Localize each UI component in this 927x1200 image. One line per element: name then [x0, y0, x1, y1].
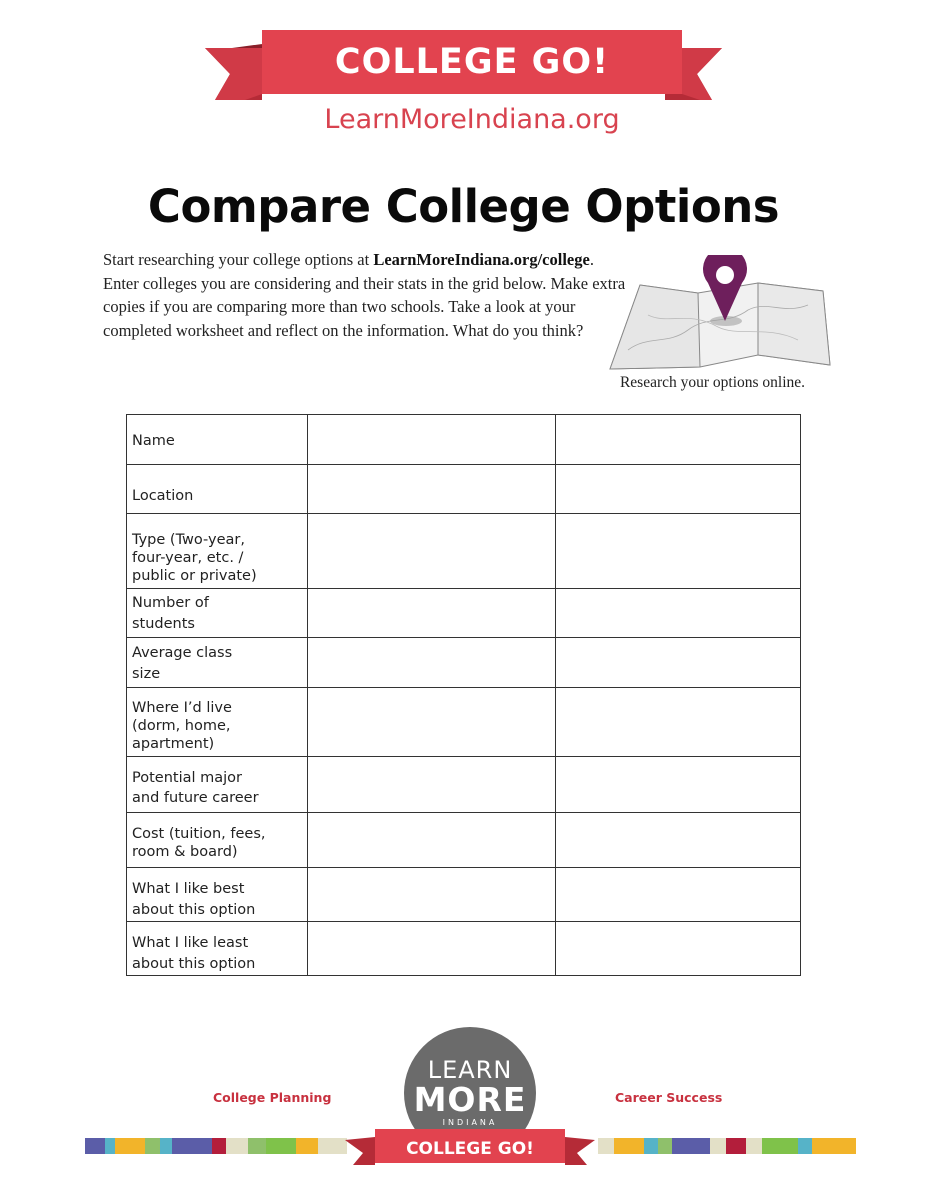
grid-row-class-size: [126, 637, 801, 688]
college-b-cell[interactable]: [555, 414, 801, 465]
college-b-cell[interactable]: [555, 687, 801, 757]
college-b-cell[interactable]: [555, 464, 801, 514]
college-b-cell[interactable]: [555, 513, 801, 589]
logo-college-go-text: COLLEGE GO!: [406, 1139, 534, 1159]
page-title: Compare College Options: [147, 180, 780, 233]
college-b-cell[interactable]: [555, 812, 801, 868]
grid-row-name: [126, 414, 801, 465]
college-b-cell[interactable]: [555, 756, 801, 813]
college-a-cell[interactable]: [307, 867, 556, 922]
grid-row-like-best: [126, 867, 801, 922]
row-label-cell: [126, 513, 308, 589]
intro-lead: Start researching your college options at: [103, 250, 374, 269]
college-a-cell[interactable]: [307, 513, 556, 589]
row-label: Number of students: [132, 595, 209, 632]
college-a-cell[interactable]: [307, 588, 556, 638]
logo-more-text: MORE: [413, 1080, 527, 1119]
intro-rest: . Enter colleges you are considering and their stats in the grid below. Make extra copies if you are comparing more than two schools. Take a look at your completed worksheet and reflect on the information. What do you think?: [103, 250, 626, 340]
site-url: LearnMoreIndiana.org: [324, 104, 620, 135]
college-a-cell[interactable]: [307, 812, 556, 868]
row-label-cell: [126, 414, 308, 465]
footer-college-planning: College Planning: [213, 1090, 332, 1105]
row-label: Cost (tuition, fees, room & board): [132, 826, 266, 860]
row-label: Location: [132, 488, 194, 504]
row-label-cell: [126, 867, 308, 922]
row-label-cell: [126, 588, 308, 638]
color-stripes-right: [598, 1138, 856, 1154]
footer-career-success: Career Success: [615, 1090, 723, 1105]
row-label: Average class size: [132, 645, 233, 682]
comparison-grid: [126, 414, 801, 976]
row-label-cell: [126, 812, 308, 868]
college-a-cell[interactable]: [307, 687, 556, 757]
college-b-cell[interactable]: [555, 637, 801, 688]
banner-title: COLLEGE GO!: [334, 42, 610, 82]
row-label: What I like least about this option: [132, 935, 256, 972]
grid-row-living: [126, 687, 801, 757]
intro-link: LearnMoreIndiana.org/college: [373, 250, 590, 269]
college-b-cell[interactable]: [555, 921, 801, 976]
row-label: Name: [132, 433, 175, 449]
college-a-cell[interactable]: [307, 756, 556, 813]
college-a-cell[interactable]: [307, 414, 556, 465]
grid-row-location: [126, 464, 801, 514]
map-caption: Research your options online.: [619, 374, 806, 391]
row-label-cell: [126, 637, 308, 688]
row-label-cell: [126, 687, 308, 757]
grid-row-like-least: [126, 921, 801, 976]
row-label: What I like best about this option: [132, 881, 256, 918]
row-label-cell: [126, 756, 308, 813]
grid-row-major: [126, 756, 801, 813]
grid-row-cost: [126, 812, 801, 868]
grid-row-students: [126, 588, 801, 638]
grid-row-type: [126, 513, 801, 589]
college-a-cell[interactable]: [307, 921, 556, 976]
college-a-cell[interactable]: [307, 464, 556, 514]
map-illustration: [608, 255, 840, 375]
row-label: Where I’d live (dorm, home, apartment): [132, 700, 232, 752]
logo-indiana-text: INDIANA: [442, 1118, 498, 1127]
row-label: Potential major and future career: [132, 770, 259, 806]
college-a-cell[interactable]: [307, 637, 556, 688]
row-label-cell: [126, 921, 308, 976]
row-label-cell: [126, 464, 308, 514]
row-label: Type (Two-year, four-year, etc. / public or private): [132, 532, 257, 584]
logo-learn-text: LEARN: [427, 1056, 513, 1084]
college-b-cell[interactable]: [555, 588, 801, 638]
intro-paragraph: [103, 248, 628, 342]
color-stripes-left: [85, 1138, 347, 1154]
college-b-cell[interactable]: [555, 867, 801, 922]
